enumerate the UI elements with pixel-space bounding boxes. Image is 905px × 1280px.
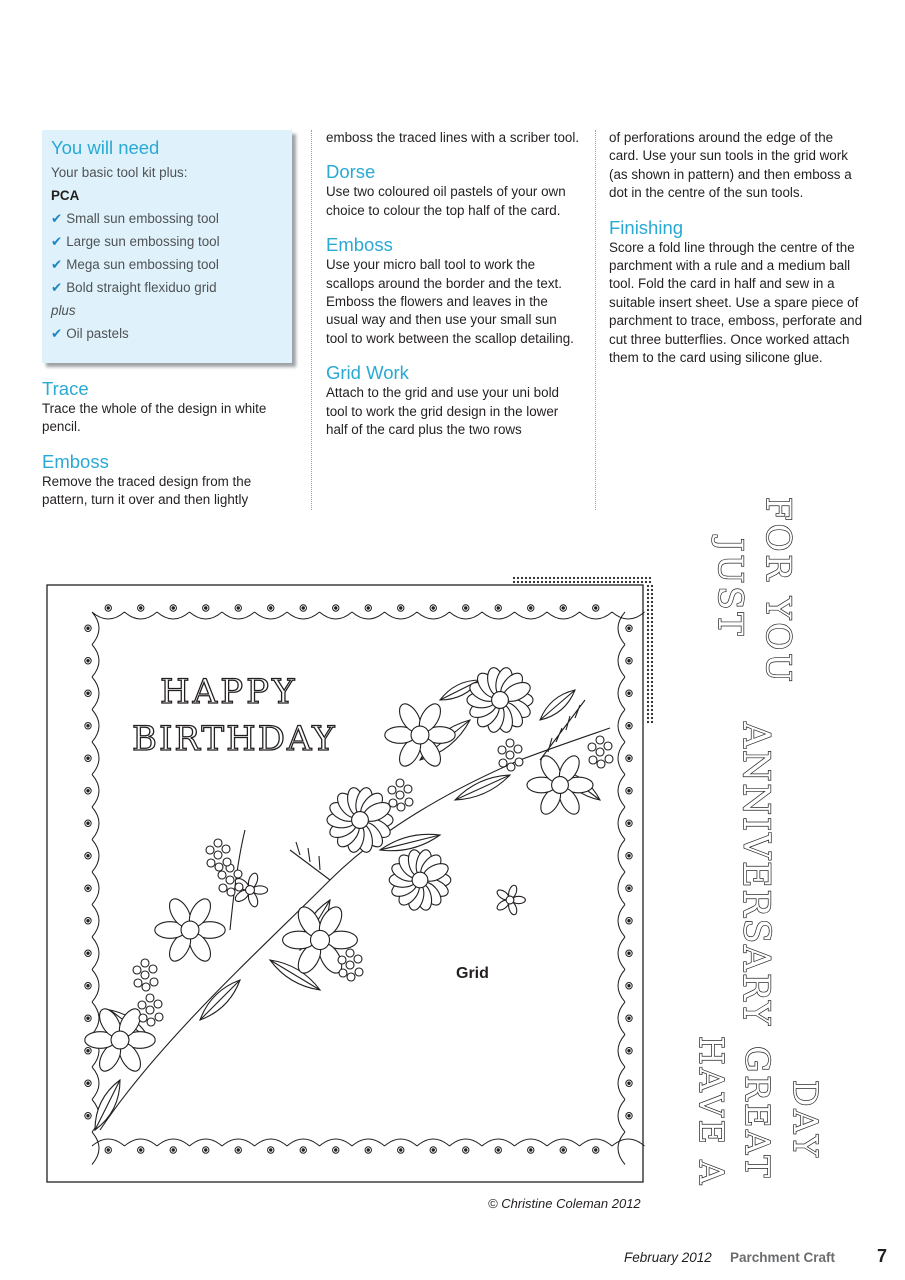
alt-greeting-have-a: HAVE A bbox=[692, 1036, 731, 1188]
list-item-label: Oil pastels bbox=[66, 326, 129, 341]
section-body-emboss-2: Use your micro ball tool to work the scallops around the border and the text. Emboss the flowers and leaves in the usual way and then use your small sun tool to work between the scallop detailing. bbox=[326, 257, 574, 346]
greeting-line-1: HAPPY bbox=[160, 672, 298, 712]
section-heading-emboss-2: Emboss bbox=[326, 234, 393, 256]
section-heading-finishing: Finishing bbox=[609, 216, 684, 238]
list-item-label: Large sun embossing tool bbox=[66, 234, 220, 249]
alt-greeting-great: GREAT bbox=[738, 1046, 777, 1181]
alt-greeting-day: DAY bbox=[786, 1080, 825, 1160]
brand-label: PCA bbox=[51, 188, 80, 203]
section-heading-emboss: Emboss bbox=[42, 450, 109, 472]
alt-greeting-anniversary: ANNIVERSARY bbox=[735, 722, 776, 1028]
plus-label: plus bbox=[51, 303, 76, 318]
copyright-notice: © Christine Coleman 2012 bbox=[488, 1196, 641, 1211]
alt-greeting-for-you: FOR YOU bbox=[758, 497, 798, 685]
check-icon: ✔ bbox=[51, 326, 63, 341]
section-body-emboss: Remove the traced design from the pattern, turn it over and then lightly bbox=[42, 473, 252, 508]
check-icon: ✔ bbox=[51, 257, 63, 272]
section-body-dorse: Use two coloured oil pastels of your own choice to colour the top half of the card. bbox=[326, 184, 566, 218]
list-item-label: Mega sun embossing tool bbox=[66, 257, 219, 272]
list-item-label: Bold straight flexiduo grid bbox=[66, 280, 217, 295]
issue-date: February 2012 bbox=[624, 1250, 712, 1265]
magazine-name: Parchment Craft bbox=[730, 1250, 836, 1265]
section-body-grid-work: Attach to the grid and use your uni bold tool to work the grid design in the lower half of the card plus the two rows bbox=[326, 385, 560, 438]
section-body-trace: Trace the whole of the design in white pencil. bbox=[42, 401, 267, 435]
you-will-need-title: You will need bbox=[51, 137, 160, 158]
greeting-line-2: BIRTHDAY bbox=[132, 719, 337, 759]
list-item-label: Small sun embossing tool bbox=[66, 211, 219, 226]
page-number: 7 bbox=[877, 1246, 888, 1266]
grid-label: Grid bbox=[456, 965, 489, 982]
alt-greeting-just: JUST bbox=[710, 538, 750, 639]
section-heading-grid-work: Grid Work bbox=[326, 362, 409, 384]
section-heading-trace: Trace bbox=[42, 378, 89, 399]
tool-kit-intro: Your basic tool kit plus: bbox=[51, 165, 188, 180]
card-outline bbox=[47, 585, 643, 1182]
section-body-finishing: Score a fold line through the centre of the parchment with a rule and a medium ball tool. Fold the card in half and sew in a suitable insert sheet. Use a spare piece of parchment to trace, emboss, perforate and cut three butterflies. Once worked attach them to the card using silicone glue. bbox=[609, 239, 863, 366]
check-icon: ✔ bbox=[51, 280, 63, 295]
section-body-emboss-continued: emboss the traced lines with a scriber tool. bbox=[326, 130, 580, 145]
check-icon: ✔ bbox=[51, 234, 63, 249]
section-body-grid-work-continued: of perforations around the edge of the card. Use your sun tools in the grid work (as shown in pattern) and then emboss a dot in the centre of the sun tools. bbox=[609, 130, 852, 201]
check-icon: ✔ bbox=[51, 211, 63, 226]
section-heading-dorse: Dorse bbox=[326, 161, 376, 183]
